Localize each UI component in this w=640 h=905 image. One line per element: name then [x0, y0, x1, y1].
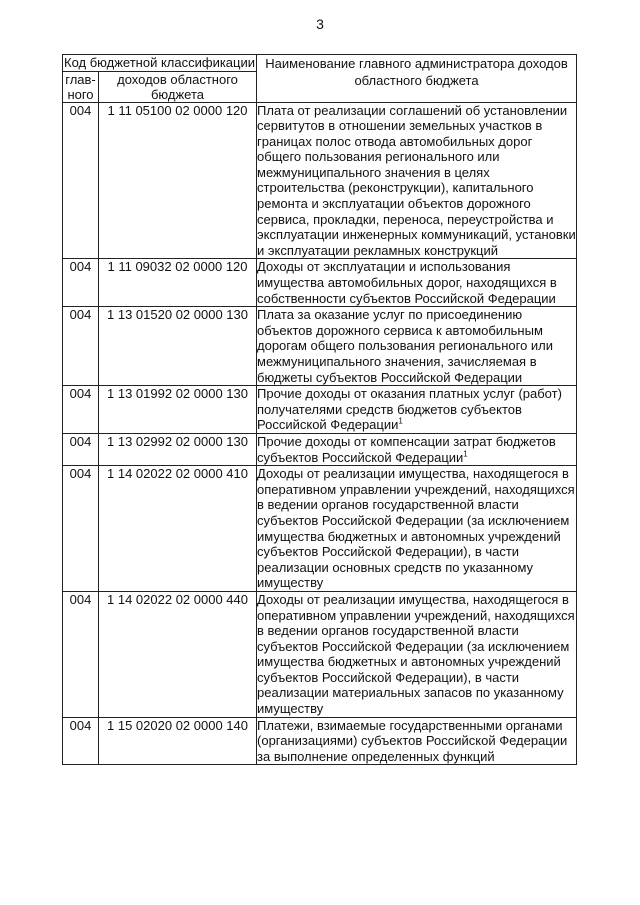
table-row: [63, 102, 577, 259]
admin-code-cell: 004: [63, 717, 99, 765]
revenue-code-cell: 1 13 01520 02 0000 130: [99, 307, 257, 386]
revenue-code-cell: 1 11 09032 02 0000 120: [99, 259, 257, 307]
revenue-name-text: Плата за оказание услуг по присоединению объектов дорожного сервиса к автомобильным дорогам общего пользования регионального или межмуниципального значения, зачисляемая в бюджеты субъектов Российской Федерации: [257, 307, 554, 385]
revenue-code-cell: 1 14 02022 02 0000 410: [99, 466, 257, 592]
table-row: [63, 386, 577, 434]
table-header: [63, 55, 577, 103]
admin-code-cell: 004: [63, 386, 99, 434]
table-row: [63, 259, 577, 307]
table-row: [63, 433, 577, 465]
revenue-name-cell: [257, 466, 577, 592]
header-chief-administrator: глав-ного: [63, 71, 99, 102]
budget-classification-table: [62, 54, 577, 765]
table-row: [63, 717, 577, 765]
table-row: [63, 466, 577, 592]
revenue-code-cell: 1 15 02020 02 0000 140: [99, 717, 257, 765]
revenue-name-text: Платежи, взимаемые государственными органами (организациями) субъектов Российской Федерации за выполнение определенных функций: [257, 717, 568, 764]
revenue-code-cell: 1 11 05100 02 0000 120: [99, 102, 257, 259]
footnote-marker: 1: [398, 417, 403, 427]
revenue-name-cell: [257, 717, 577, 765]
admin-code-cell: 004: [63, 259, 99, 307]
revenue-code-cell: 1 14 02022 02 0000 440: [99, 591, 257, 717]
table-body: [63, 102, 577, 765]
revenue-name-cell: [257, 307, 577, 386]
revenue-code-cell: 1 13 01992 02 0000 130: [99, 386, 257, 434]
revenue-name-text: Доходы от эксплуатации и использования имущества автомобильных дорог, находящихся в собственности субъектов Российской Федерации: [257, 259, 557, 306]
admin-code-cell: 004: [63, 102, 99, 259]
header-budget-classification-code: Код бюджетной классификации: [64, 55, 255, 70]
revenue-name-cell: [257, 591, 577, 717]
header-administrator-name: Наименование главного администратора доходов областного бюджета: [257, 55, 577, 103]
revenue-name-text: Прочие доходы от компенсации затрат бюджетов субъектов Российской Федерации: [257, 433, 556, 465]
header-regional-budget-revenue: доходов областного бюджета: [99, 71, 257, 102]
table-row: [63, 307, 577, 386]
revenue-code-cell: 1 13 02992 02 0000 130: [99, 433, 257, 465]
admin-code-cell: 004: [63, 433, 99, 465]
footnote-marker: 1: [463, 449, 468, 459]
revenue-name-text: Доходы от реализации имущества, находящегося в оперативном управлении учреждений, находящихся в ведении органов государственной власти субъектов Российской Федерации (за исключением имущества бюджетных и автономных учреждений субъектов Российской Федерации), в части реализации материальных запасов по указанному имуществу: [257, 591, 575, 717]
page-number: 3: [316, 16, 324, 32]
revenue-name-cell: [257, 433, 577, 465]
revenue-name-cell: [257, 102, 577, 259]
revenue-name-cell: [257, 386, 577, 434]
revenue-name-text: Прочие доходы от оказания платных услуг (работ) получателями средств бюджетов субъектов Российской Федерации: [257, 386, 562, 433]
revenue-name-cell: [257, 259, 577, 307]
revenue-name-text: Плата от реализации соглашений об установлении сервитутов в отношении земельных участков в границах полос отвода автомобильных дорог общего пользования регионального или межмуниципального значения в целях строительства (реконструкции), капитального ремонта и эксплуатации объектов дорожного сервиса, прокладки, переноса, переустройства и эксплуатации инженерных коммуникаций, установки и эксплуатации рекламных конструкций: [257, 102, 576, 258]
admin-code-cell: 004: [63, 591, 99, 717]
admin-code-cell: 004: [63, 307, 99, 386]
admin-code-cell: 004: [63, 466, 99, 592]
table-row: [63, 591, 577, 717]
revenue-name-text: Доходы от реализации имущества, находящегося в оперативном управлении учреждений, находящихся в ведении органов государственной власти субъектов Российской Федерации (за исключением имущества бюджетных и автономных учреждений субъектов Российской Федерации), в части реализации основных средств по указанному имуществу: [257, 466, 575, 591]
